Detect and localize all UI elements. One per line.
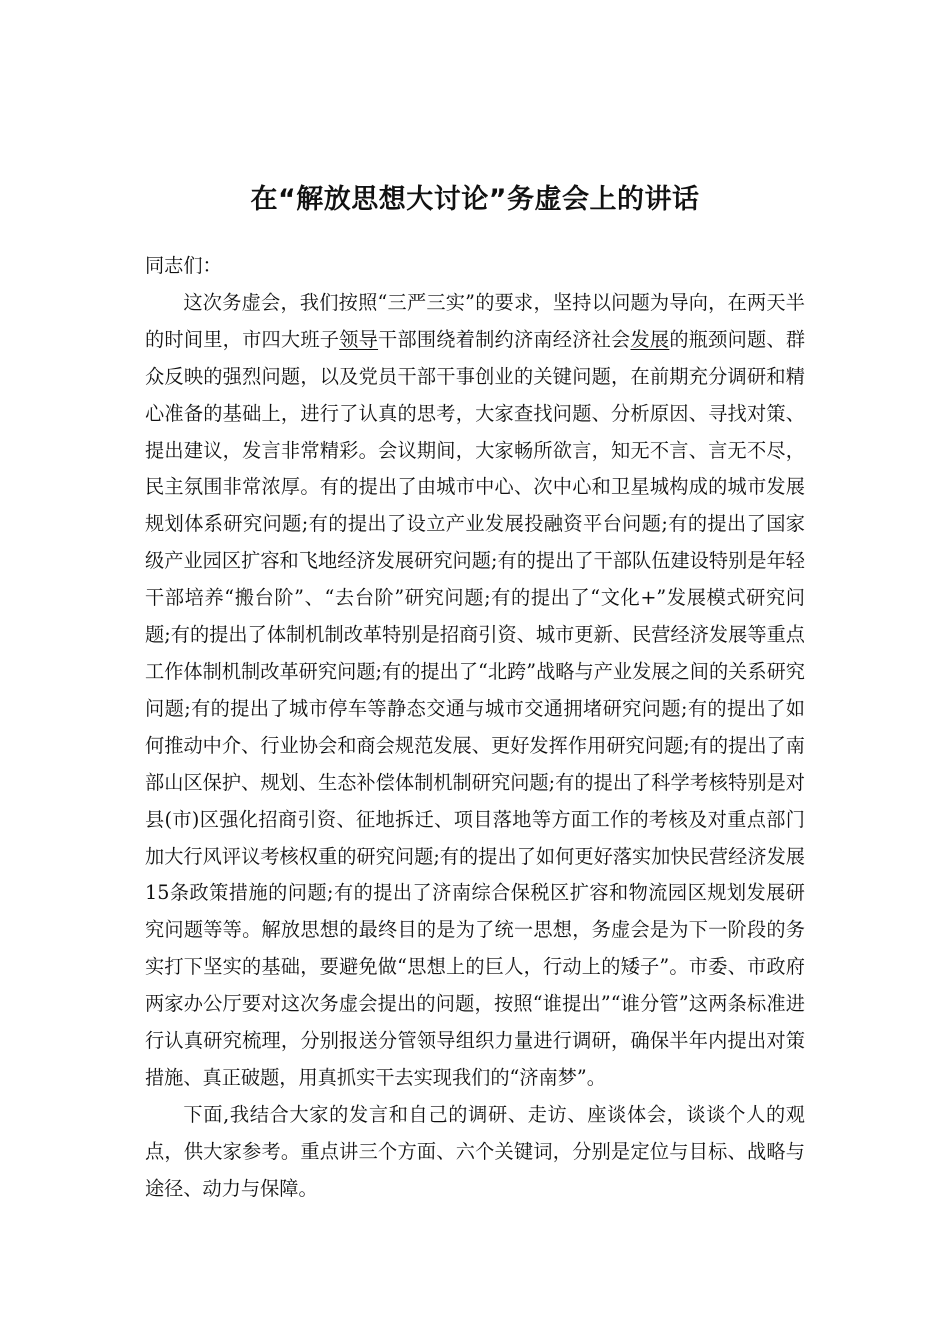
paragraph-2: 下面,我结合大家的发言和自己的调研、走访、座谈体会，谈谈个人的观点，供大家参考。重点讲三个方面、六个关键词，分别是定位与目标、战略与途径、动力与保障。	[145, 1102, 805, 1200]
paragraph-1-text-c: 的瓶颈问题、群众反映的强烈问题，以及党员干部干事创业的关键问题，在前期充分调研和精心准备的基础上，进行了认真的思考，大家查找问题、分析原因、寻找对策、提出建议，发言非常精彩。会议期间，大家畅所欲言，知无不言、言无不尽，民主氛围非常浓厚。有的提出了由城市中心、次中心和卫星城构成的城市发展规划体系研究问题;有的提出了设立产业发展投融资平台问题;有的提出了国家级产业园区扩容和飞地经济发展研究问题;有的提出了干部队伍建设特别是年轻干部培养“搬台阶”、“去台阶”研究问题;有的提出了“文化+”发展模式研究问题;有的提出了体制机制改革特别是招商引资、城市更新、民营经济发展等重点工作体制机制改革研究问题;有的提出了“北跨”战略与产业发展之间的关系研究问题;有的提出了城市停车等静态交通与城市交通拥堵研究问题;有的提出了如何推动中介、行业协会和商会规范发展、更好发挥作用研究问题;有的提出了南部山区保护、规划、生态补偿体制机制研究问题;有的提出了科学考核特别是对县(市)区强化招商引资、征地拆迁、项目落地等方面工作的考核及对重点部门加大行风评议考核权重的研究问题;有的提出了如何更好落实加快民营经济发展15条政策措施的问题;有的提出了济南综合保税区扩容和物流园区规划发展研究问题等等。解放思想的最终目的是为了统一思想，务虚会是为下一阶段的务实打下坚实的基础，要避免做“思想上的巨人，行动上的矮子”。市委、市政府两家办公厅要对这次务虚会提出的问题，按照“谁提出”“谁分管”这两条标准进行认真研究梳理，分别报送分管领导组织力量进行调研，确保半年内提出对策措施、真正破题，用真抓实干去实现我们的“济南梦”。	[145, 327, 806, 1089]
paragraph-1-text-a: 这次务虚会，我们按照“三严三实”的要求，坚持以问题为导向，在两天半的时间里，市四大班子	[145, 290, 805, 351]
salutation: 同志们：	[145, 254, 222, 277]
paragraph-1	[145, 285, 805, 1097]
link-development[interactable]: 发展	[630, 327, 670, 351]
paragraph-1-text-b: 干部围绕着制约济南经济社会	[378, 327, 631, 351]
document-body	[145, 248, 805, 1208]
document-title: 在“解放思想大讨论”务虚会上的讲话	[250, 184, 700, 215]
link-leadership[interactable]: 领导	[339, 327, 379, 351]
